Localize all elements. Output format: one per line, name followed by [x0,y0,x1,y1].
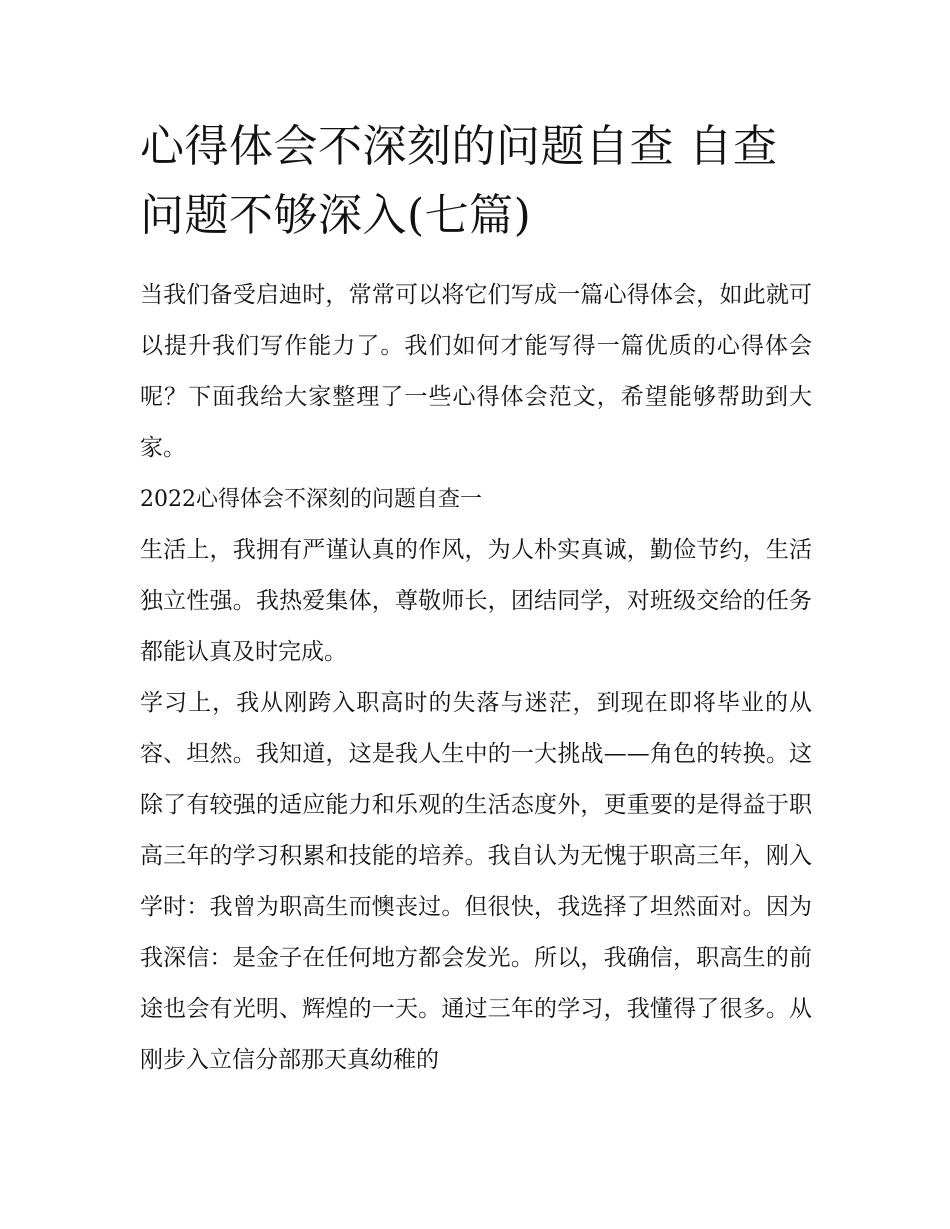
body-paragraph-1: 生活上，我拥有严谨认真的作风，为人朴实真诚，勤俭节约，生活独立性强。我热爱集体，尊敬师长，团结同学，对班级交给的任务都能认真及时完成。 [140,537,812,665]
section-heading: 2022心得体会不深刻的问题自查一 [140,487,482,512]
document-page [140,112,812,1086]
body-paragraph-2: 学习上，我从刚跨入职高时的失落与迷茫，到现在即将毕业的从容、坦然。我知道，这是我人生中的一大挑战——角色的转换。这除了有较强的适应能力和乐观的生活态度外，更重要的是得益于职高三年的学习积累和技能的培养。我自认为无愧于职高三年，刚入学时：我曾为职高生而懊丧过。但很快，我选择了坦然面对。因为我深信：是金子在任何地方都会发光。所以，我确信，职高生的前途也会有光明、辉煌的一天。通过三年的学习，我懂得了很多。从刚步入立信分部那天真幼稚的 [140,690,812,1073]
document-body [140,270,812,1086]
intro-paragraph: 当我们备受启迪时，常常可以将它们写成一篇心得体会，如此就可以提升我们写作能力了。我们如何才能写得一篇优质的心得体会呢？下面我给大家整理了一些心得体会范文，希望能够帮助到大家。 [140,282,812,461]
document-title: 心得体会不深刻的问题自查 自查问题不够深入(七篇) [140,121,778,241]
